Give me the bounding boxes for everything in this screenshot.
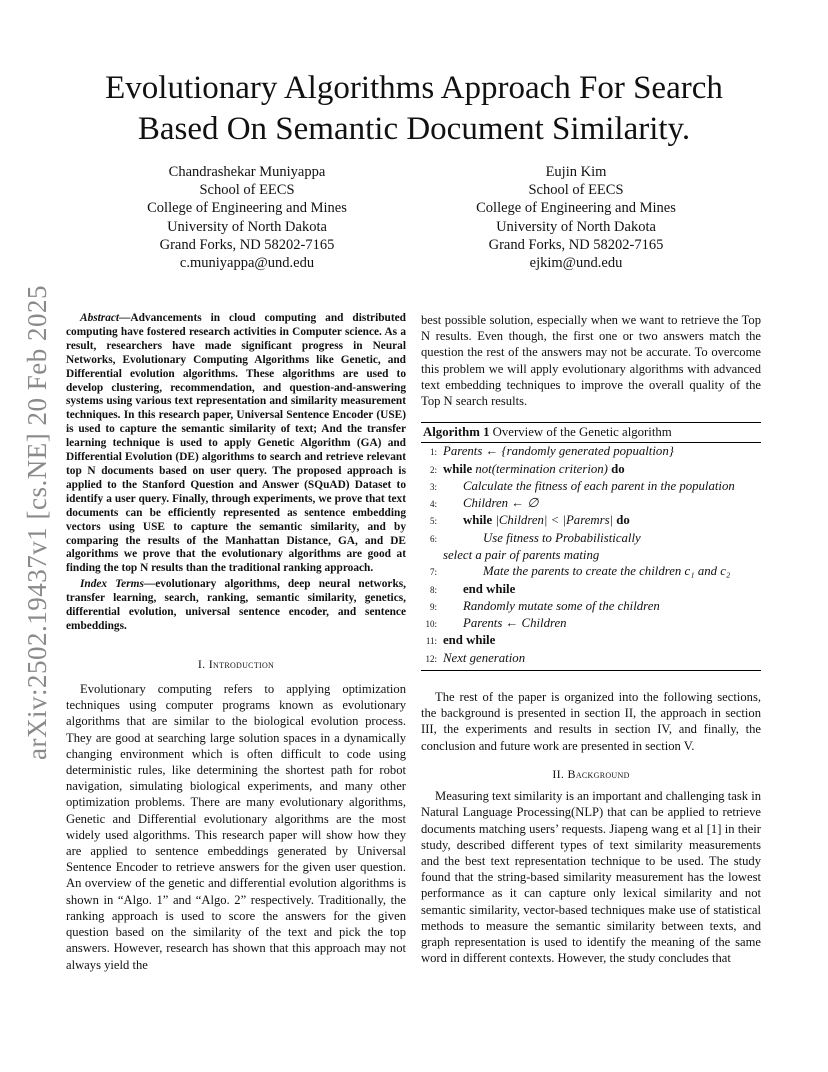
line-text [443, 443, 761, 460]
abstract [66, 312, 406, 576]
author-name: Eujin Kim [545, 164, 607, 180]
keyword: do [611, 461, 625, 476]
algorithm-line [421, 563, 761, 580]
line-number: 3: [429, 481, 437, 492]
abstract-text: Advancements in cloud computing and distributed computing have fostered research activities in Computer science. As a result, researchers have made significant progress in Neural Networks, Evolutionary Computing Algorithms like Genetic, and Differential evolution algorithms. These algorithms are used to develop clustering, recommendation, and question-and-answering systems using various text representation and similarity measurement techniques. In this research paper, Universal Sentence Encoder (USE) is used to capture the semantic similarity of text; And the transfer learning technique is used to apply Genetic Algorithm (GA) and Differential Evolution (DE) algorithms to search and retrieve relevant top N documents based on user query. The proposed approach is applied to the Stanford Question and Answer (SQuAD) Dataset to identify a user query. Finally, through experiments, we prove that text documents can be efficiently represented as sentence embedding vectors using USE to capture the semantic similarity, and by comparing the results of the Manhattan Distance, GA, and DE algorithms we prove that the evolutionary algorithms are good at finding the top N results than the traditional ranking approach. [66, 312, 406, 575]
author-dept: School of EECS [528, 182, 624, 199]
line-text: end while [443, 633, 496, 648]
algorithm-box [421, 422, 761, 671]
algorithm-line [421, 478, 761, 495]
algorithm-label: Algorithm 1 [423, 425, 490, 440]
algorithm-line [421, 581, 761, 598]
line-text [443, 547, 761, 563]
author-university: University of North Dakota [167, 218, 327, 235]
algorithm-line [421, 598, 761, 615]
algorithm-caption-text: Overview of the Genetic algorithm [492, 425, 672, 440]
line-content: Randomly mutate some of the children [463, 598, 660, 613]
line-content: select a pair of parents mating [443, 548, 600, 562]
line-content: Calculate the fitness of each parent in the population [463, 478, 735, 493]
abstract-lead: Abstract— [80, 312, 131, 324]
line-content: Mate the parents to create the children c₁ and c₂ [483, 564, 731, 579]
line-number: 10: [425, 619, 437, 630]
line-number: 11: [425, 636, 437, 647]
organization-paragraph: The rest of the paper is organized into the following sections, the background is presented in section II, the approach in section III, the experiments and results in section IV, and finally, the conclusion and future work are presented in section V. [421, 690, 761, 753]
algorithm-line [421, 650, 761, 670]
line-number: 7: [429, 567, 437, 578]
line-number: 5: [429, 516, 437, 527]
line-content: |Children| < |Paremrs| [495, 513, 614, 528]
keyword: while [443, 461, 473, 476]
algorithm-caption [421, 423, 761, 443]
background-paragraph: Measuring text similarity is an important and challenging task in Natural Language Processing(NLP) that can be applied to retrieve documents matching users’ requests. Jiapeng wang et al [1] in their study, described different types of text similarity measurements and the best text representation technique to be used. The study found that the string-based similarity measurement has the lowest performance as it can capture only lexical similarity and not semantic similarity, vector-based techniques make use of statistical methods to measure the semantic similarity between texts, and graph representation is used to identify the meaning of the same word in different contexts. However, the study concludes that [421, 789, 761, 966]
algorithm-line [421, 443, 761, 460]
line-number: 8: [429, 584, 437, 595]
line-text [443, 530, 761, 547]
algorithm-line [421, 547, 761, 563]
line-content: not(termination criterion) [475, 461, 608, 476]
line-text [443, 650, 761, 667]
author-address: Grand Forks, ND 58202-7165 [488, 236, 664, 253]
intro-paragraph: Evolutionary computing refers to applying optimization techniques using computer programs known as evolutionary algorithms that are similar to the biological evolution process. They are good at searching large solution spaces in a dynamically changing environment which is often difficult to code using deterministic rules, like determining the shortest path for robot navigation, simulating biological experiments, and many other optimization problems. There are many evolutionary algorithms, Genetic and Differential evolutionary algorithms are the most widely used algorithms. This research paper will show how they are applied to sentence embeddings generated by Universal Sentence Encoder to retrieve answers for the given user question. An overview of the genetic and differential evolution algorithms is shown in “Algo. 1” and “Algo. 2” respectively. Traditionally, the ranking approach is used to score the answers for the given question based on the similarity of the text and pick the top answers. However, research has shown that this approach may not always yield the [66, 682, 406, 972]
section-heading-introduction: I. Introduction [197, 656, 275, 671]
line-text [443, 598, 761, 615]
line-content: Next generation [443, 650, 526, 665]
line-number: 2: [429, 464, 437, 475]
paper-title [66, 68, 762, 150]
line-text [443, 495, 761, 512]
line-text [443, 512, 761, 529]
author-university: University of North Dakota [496, 218, 656, 235]
author-email[interactable]: c.muniyappa@und.edu [179, 255, 315, 272]
section-heading-background: II. Background [552, 766, 630, 781]
line-number: 9: [429, 601, 437, 612]
line-number: 1: [429, 447, 437, 458]
line-number: 6: [429, 533, 437, 544]
line-content: Children ← ∅ [463, 496, 539, 511]
author-college: College of Engineering and Mines [476, 200, 676, 217]
algorithm-line [421, 530, 761, 547]
author-block-2 [426, 163, 726, 272]
author-email[interactable]: ejkim@und.edu [529, 255, 623, 272]
line-text: end while [463, 581, 516, 596]
author-name: Chandrashekar Muniyappa [168, 164, 326, 180]
algorithm-line [421, 632, 761, 649]
keyword: do [616, 513, 630, 528]
algorithm-line [421, 615, 761, 632]
line-text [443, 461, 761, 478]
line-content: Use fitness to Probabilistically [483, 530, 641, 545]
line-number: 4: [429, 499, 437, 510]
algorithm-line [421, 495, 761, 512]
arxiv-identifier-stamp: arXiv:2502.19437v1 [cs.NE] 20 Feb 2025 [22, 285, 52, 760]
author-dept: School of EECS [199, 182, 295, 199]
line-content: Parents ← Children [463, 616, 567, 631]
paper-title-line-2: Based On Semantic Document Similarity. [137, 111, 691, 147]
index-terms-text: evolutionary algorithms, deep neural networks, transfer learning, search, ranking, semantic similarity, genetics, differential evolution, universal sentence encoder, and sentence embeddings. [66, 578, 407, 632]
line-text [443, 478, 761, 495]
algorithm-line [421, 461, 761, 478]
line-text [443, 615, 761, 632]
right-column [421, 312, 761, 966]
line-content: Parents ← {randomly generated popualtion} [443, 444, 674, 459]
left-column [66, 312, 406, 973]
author-block-1 [97, 163, 397, 272]
index-terms-lead: Index Terms— [80, 578, 156, 591]
author-address: Grand Forks, ND 58202-7165 [159, 236, 335, 253]
paper-title-line-1: Evolutionary Algorithms Approach For Search [105, 70, 723, 106]
algorithm-line [421, 512, 761, 529]
author-college: College of Engineering and Mines [147, 200, 347, 217]
index-terms [66, 578, 406, 634]
line-number: 12: [425, 653, 437, 664]
line-number [421, 547, 443, 563]
intro-continuation-paragraph: best possible solution, especially when we want to retrieve the Top N results. Even though, the first one or two answers match the question the rest of the answers may not be accurate. To overcome this problem we will apply evolutionary algorithms with advanced text embedding techniques to improve the overall quality of the Top N search results. [421, 313, 761, 409]
keyword: while [463, 513, 493, 528]
line-text [443, 563, 761, 580]
